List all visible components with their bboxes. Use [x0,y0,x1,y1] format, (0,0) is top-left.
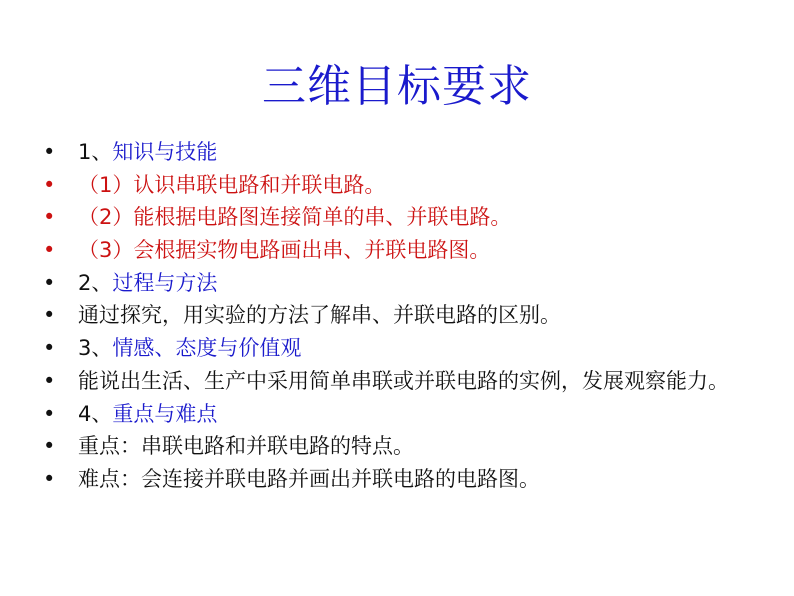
bullet-text: 过程与方法 [112,270,218,295]
slide-title: 三维目标要求 [262,61,532,112]
bullet-text: 难点：会连接并联电路并画出并联电路的电路图。 [78,466,540,491]
bullet-item [40,402,770,427]
bullet-item [40,205,770,230]
bullet-number: 3、 [78,336,113,361]
bullet-dot-icon: • [43,270,56,295]
bullet-number: 2、 [78,270,113,295]
bullet-item [40,271,770,296]
bullet-dot-icon: • [43,140,56,164]
bullet-text: （3）会根据实物电路画出串、并联电路图。 [78,238,491,263]
bullet-dot-icon: • [43,434,56,459]
bullet-item [40,336,770,361]
bullet-text: 重点：串联电路和并联电路的特点。 [78,434,414,459]
bullet-item [40,173,770,198]
bullet-dot-icon: • [43,303,56,328]
bullet-dot-icon: • [43,238,56,263]
bullet-dot-icon: • [43,172,56,197]
bullet-text: 通过探究，用实验的方法了解串、并联电路的区别。 [78,303,561,328]
bullet-number: 4、 [78,401,113,426]
bullet-text: （1）认识串联电路和并联电路。 [78,172,386,197]
bullet-text: （2）能根据电路图连接简单的串、并联电路。 [78,205,512,230]
bullet-text: 情感、态度与价值观 [112,336,302,361]
bullet-dot-icon: • [43,401,56,426]
bullet-dot-icon: • [43,336,56,361]
bullet-item [40,467,770,492]
bullet-dot-icon: • [43,368,56,393]
bullet-number: 1、 [78,140,113,164]
bullet-dot-icon: • [43,205,56,230]
bullet-text: 重点与难点 [112,401,218,426]
bullet-dot-icon: • [43,466,56,491]
bullet-item [40,369,770,394]
bullet-item [40,238,770,263]
bullet-list [40,140,770,500]
bullet-text: 知识与技能 [112,140,218,164]
bullet-item [40,140,770,165]
bullet-item [40,434,770,459]
bullet-text: 能说出生活、生产中采用简单串联或并联电路的实例，发展观察能力。 [78,368,729,393]
bullet-item [40,303,770,328]
